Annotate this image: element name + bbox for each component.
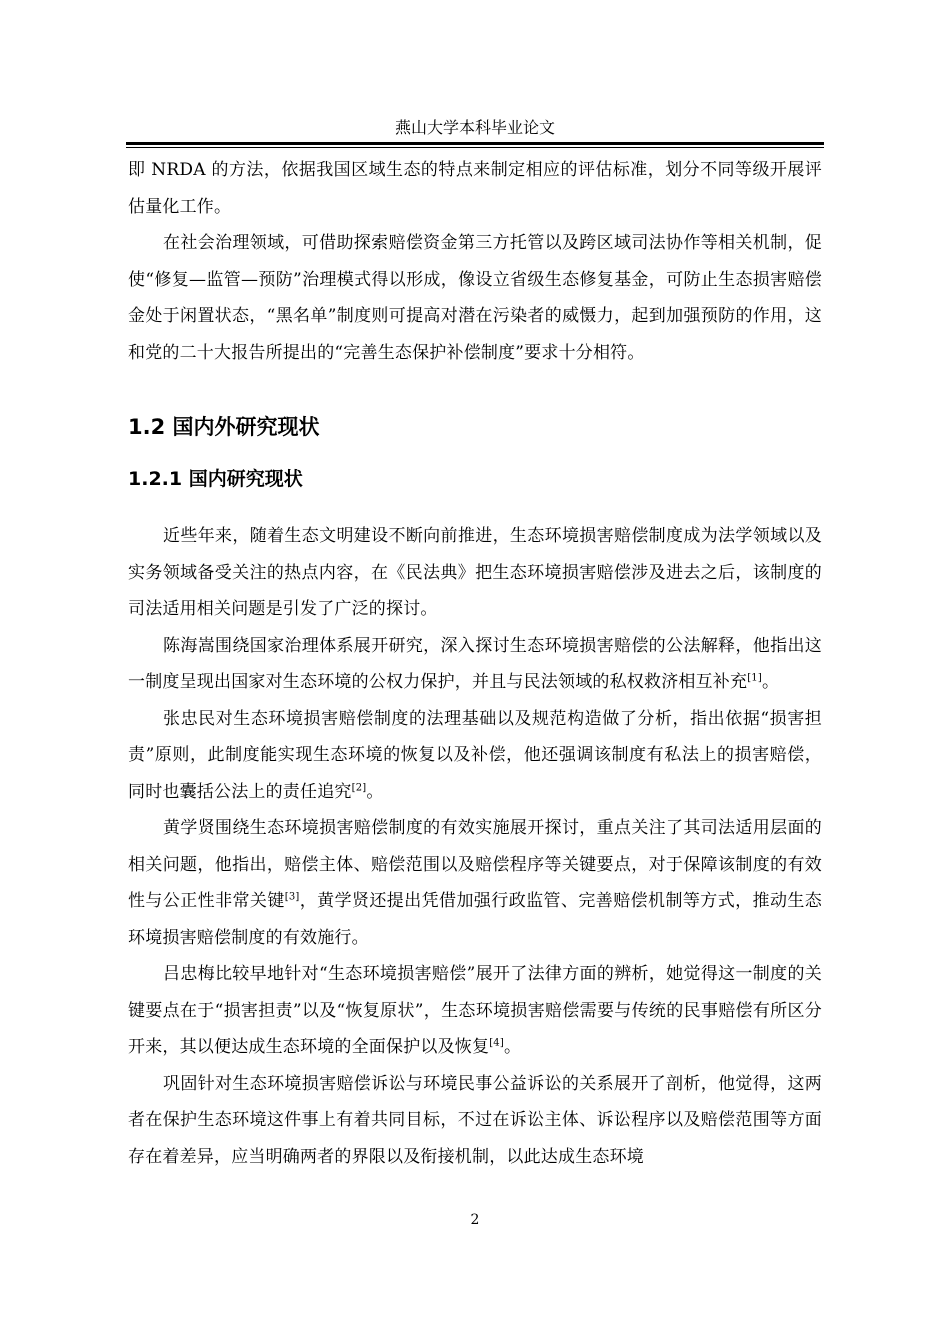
subsection-heading-block — [128, 466, 822, 492]
citation-marker: [3] — [284, 891, 300, 903]
section-title: 1.2 国内外研究现状 — [128, 415, 320, 439]
paragraph-overview: 近些年来，随着生态文明建设不断向前推进，生态环境损害赔偿制度成为法学领域以及实务领域备受关注的热点内容，在《民法典》把生态环境损害赔偿涉及进去之后，该制度的司法适用相关问题是引发了广泛的探讨。 — [128, 526, 822, 619]
paragraph-huang-xuexian: 黄学贤围绕生态环境损害赔偿制度的有效实施展开探讨，重点关注了其司法适用层面的相关问题，他指出，赔偿主体、赔偿范围以及赔偿程序等关键要点，对于保障该制度的有效性与公正性非常关键[3]，黄学贤还提出凭借加强行政监管、完善赔偿机制等方式，推动生态环境损害赔偿制度的有效施行。 — [128, 818, 822, 948]
paragraph-social-governance: 在社会治理领域，可借助探索赔偿资金第三方托管以及跨区域司法协作等相关机制，促使“修复—监管—预防”治理模式得以形成，像设立省级生态修复基金，可防止生态损害赔偿金处于闲置状态，“黑名单”制度则可提高对潜在污染者的威慑力，起到加强预防的作用，这和党的二十大报告所提出的“完善生态保护补偿制度”要求十分相符。 — [128, 233, 822, 363]
paragraph-lv-zhongmei: 吕忠梅比较早地针对“生态环境损害赔偿”展开了法律方面的辨析，她觉得这一制度的关键要点在于“损害担责”以及“恢复原状”，生态环境损害赔偿需要与传统的民事赔偿有所区分开来，其以便达成生态环境的全面保护以及恢复[4]。 — [128, 964, 822, 1057]
paragraph-chen-haisong: 陈海嵩围绕国家治理体系展开研究，深入探讨生态环境损害赔偿的公法解释，他指出这一制度呈现出国家对生态环境的公权力保护，并且与民法领域的私权救济相互补充[1]。 — [128, 635, 822, 692]
section-heading-block — [128, 413, 822, 441]
literature-review-block — [128, 518, 822, 1175]
header-rule-thick — [126, 142, 824, 145]
subsection-title: 1.2.1 国内研究现状 — [128, 468, 303, 490]
paragraph-continuation: 即 NRDA 的方法，依据我国区域生态的特点来制定相应的评估标准，划分不同等级开展评估量化工作。 — [128, 160, 822, 217]
citation-marker: [4] — [489, 1037, 504, 1049]
running-header-title: 燕山大学本科毕业论文 — [394, 118, 555, 137]
citation-marker: [2] — [351, 781, 367, 793]
intro-block — [128, 152, 822, 371]
paragraph-gong-gu: 巩固针对生态环境损害赔偿诉讼与环境民事公益诉讼的关系展开了剖析，他觉得，这两者在保护生态环境这件事上有着共同目标，不过在诉讼主体、诉讼程序以及赔偿范围等方面存在着差异，应当明确两者的界限以及衔接机制，以此达成生态环境 — [128, 1073, 822, 1167]
paragraph-zhang-zhongmin: 张忠民对生态环境损害赔偿制度的法理基础以及规范构造做了分析，指出依据“损害担责”原则，此制度能实现生态环境的恢复以及补偿，他还强调该制度有私法上的损害赔偿，同时也囊括公法上的责任追究[2]。 — [128, 708, 822, 802]
citation-marker: [1] — [747, 672, 762, 684]
page-number: 2 — [470, 1212, 480, 1228]
header-rule-thin — [126, 147, 824, 148]
